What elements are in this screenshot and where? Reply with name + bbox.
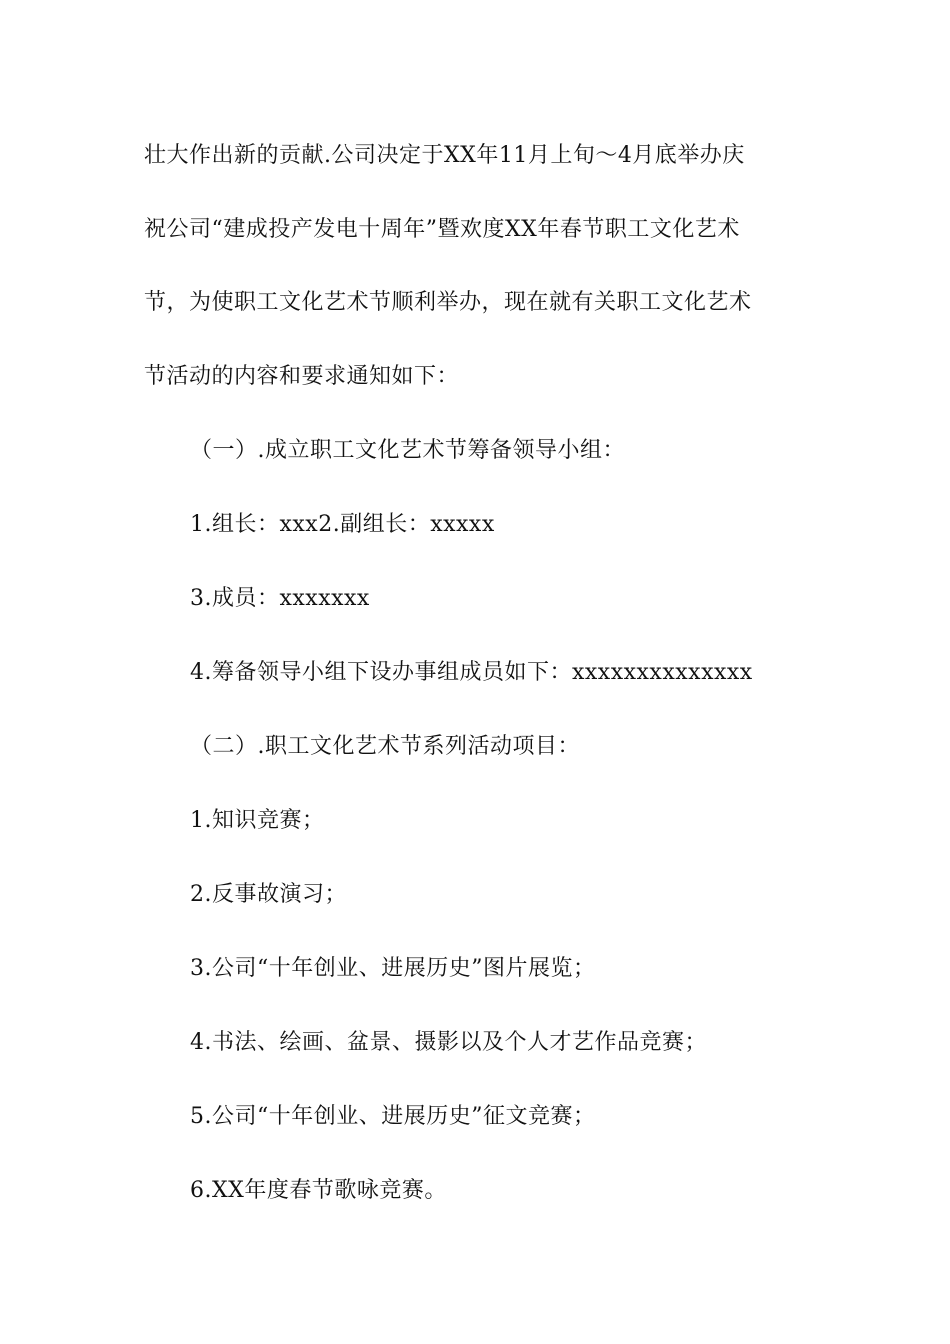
section-1-item-2: 3.成员：xxxxxxx: [190, 586, 370, 611]
section-2-heading: （二）.职工文化艺术节系列活动项目：: [190, 734, 580, 759]
section-2-item-5: 5.公司“十年创业、进展历史”征文竞赛；: [190, 1104, 596, 1129]
section-2-item-1: 1.知识竞赛；: [190, 808, 325, 833]
section-2-item-6: 6.XX年度春节歌咏竞赛。: [190, 1178, 447, 1203]
section-1-item-3: 4.筹备领导小组下设办事组成员如下：xxxxxxxxxxxxxx: [190, 660, 753, 685]
intro-line-1: 壮大作出新的贡献.公司决定于XX年11月上旬～4月底举办庆: [144, 143, 745, 168]
section-2-item-2: 2.反事故演习；: [190, 882, 347, 907]
section-1-item-1: 1.组长：xxx2.副组长：xxxxx: [190, 512, 495, 537]
intro-line-3: 节，为使职工文化艺术节顺利举办，现在就有关职工文化艺术: [144, 290, 752, 315]
intro-line-2: 祝公司“建成投产发电十周年”暨欢度XX年春节职工文化艺术: [144, 217, 740, 242]
section-2-item-4: 4.书法、绘画、盆景、摄影以及个人才艺作品竞赛；: [190, 1030, 707, 1055]
intro-line-4: 节活动的内容和要求通知如下：: [144, 364, 460, 389]
section-1-heading: （一）.成立职工文化艺术节筹备领导小组：: [190, 438, 625, 463]
section-2-item-3: 3.公司“十年创业、进展历史”图片展览；: [190, 956, 596, 981]
